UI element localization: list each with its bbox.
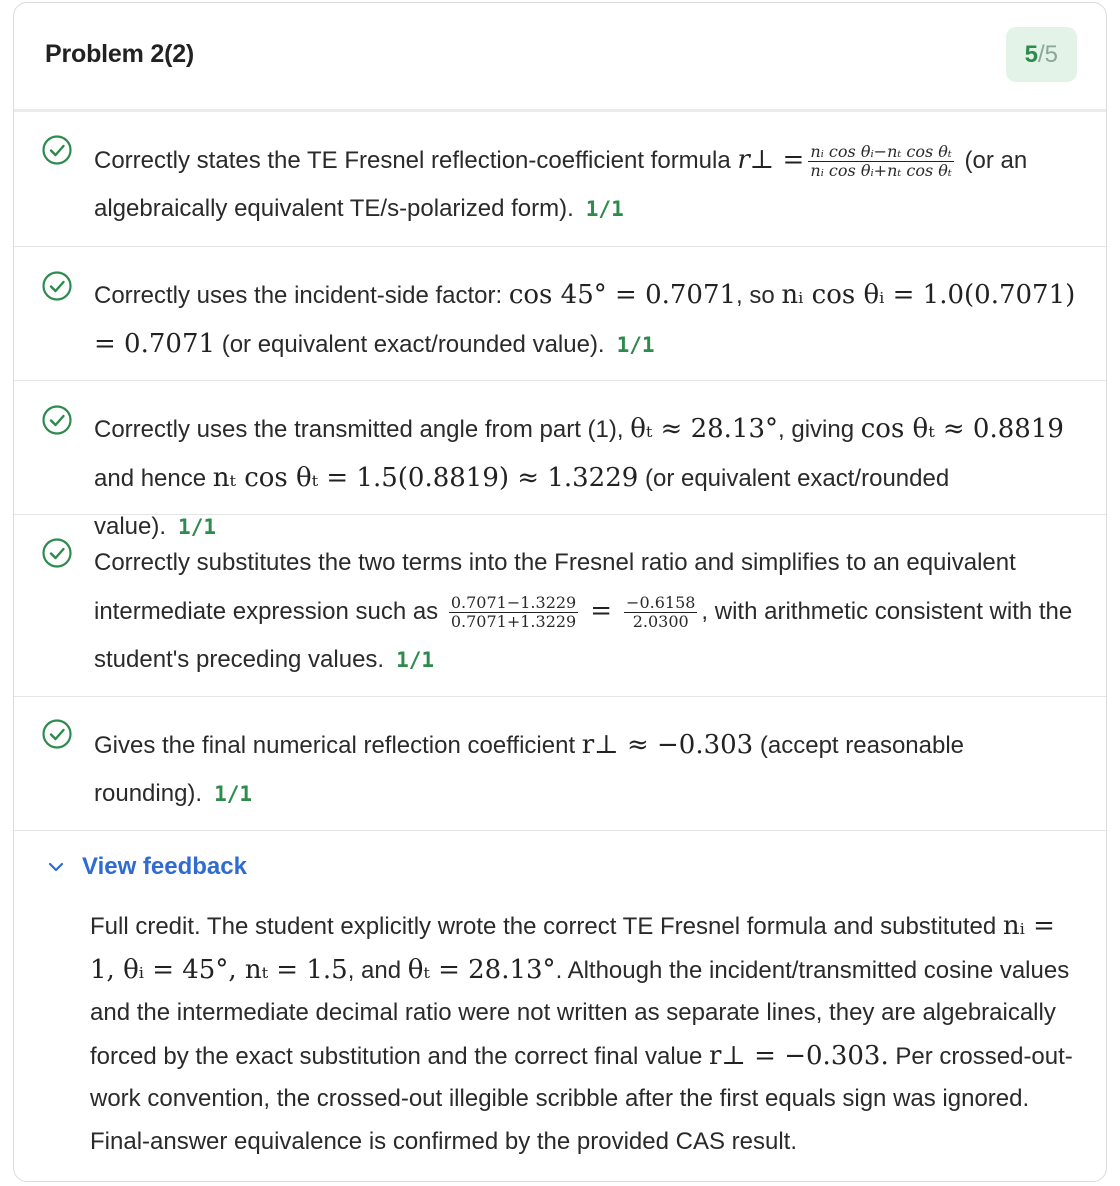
view-feedback-toggle[interactable] [46,853,247,881]
points-awarded: 1/1 [178,515,216,539]
criterion-text: (accept reasonable rounding). [94,732,965,807]
simplified-fraction [624,594,697,631]
fraction-denominator: 2.0300 [632,612,689,632]
criterion-math: nₜ cos θₜ = 1.5(0.8819) ≈ 1.3229 [212,463,639,493]
points-awarded: 1/1 [616,333,655,357]
feedback-text [90,905,1076,1164]
criterion-text: Correctly uses the incident-side factor: [94,282,509,309]
points-awarded: 1/1 [396,648,435,672]
score-total: 5 [1044,40,1058,68]
rubric-item [14,515,1106,697]
criterion-math: cos θₜ ≈ 0.8819 [860,414,1064,444]
rubric-item [14,110,1106,247]
rubric-item [14,381,1106,540]
criterion-text: (or equivalent exact/rounded value). [215,331,605,358]
criterion-text: Correctly states the TE Fresnel reflection-coefficient formula [94,147,738,174]
criterion-text: Correctly substitutes the two terms into the Fresnel ratio and simplifies to an equivalent intermediate expression such as [94,549,1016,625]
check-circle-icon [42,719,72,749]
fraction-numerator: −0.6158 [626,593,696,613]
substitution-fraction [449,594,578,631]
criterion-text: , with arithmetic consistent with the student's preceding values. [94,598,1073,673]
criterion-math: cos 45° = 0.7071 [508,280,737,310]
score-separator: / [1037,40,1045,68]
criterion-text: and hence [94,465,213,492]
criterion-text: (or equivalent exact/rounded value). [94,465,950,540]
fraction-numerator: 0.7071−1.3229 [450,593,577,613]
problem-title: Problem 2(2) [45,40,195,68]
rubric-item [14,247,1106,381]
criterion-text: , so [736,282,782,309]
criterion-math: nᵢ cos θᵢ = 1.0(0.7071) = 0.7071 [94,280,1076,359]
criterion-text: Gives the final numerical reflection coefficient [94,732,582,759]
grading-card [13,2,1107,1182]
feedback-paragraph: Per crossed-out-work convention, the crossed-out illegible scribble after the first equals sign was ignored. Final-answer equivalence is confirmed by the provided CAS result. [90,1042,1073,1155]
fraction-numerator: nᵢ cos θᵢ−nₜ cos θₜ [810,142,952,162]
feedback-paragraph: Full credit. The student explicitly wrote the correct TE Fresnel formula and substituted [90,913,1003,940]
feedback-paragraph: , and [347,956,408,984]
criterion-math: r⊥ = [737,145,805,175]
feedback-math: nᵢ = 1, θᵢ = 45°, nₜ = 1.5 [90,911,1055,985]
criterion-math: r⊥ ≈ −0.303 [581,730,754,760]
feedback-paragraph: . Although the incident/transmitted cosine values and the intermediate decimal ratio were not written as separate lines, they are algebraically forced by the exact substitution and the correct final value [90,956,1070,1070]
criterion-text: Correctly uses the transmitted angle from part (1), [94,416,631,443]
points-awarded: 1/1 [214,782,253,806]
criterion-math: θₜ ≈ 28.13° [630,414,779,444]
score-earned: 5 [1024,40,1038,68]
rubric-item-text [94,136,1076,233]
criterion-text: (or an algebraically equivalent TE/s-polarized form). [94,147,1028,222]
criterion-text: , giving [778,416,861,443]
fraction-denominator: nᵢ cos θᵢ+nₜ cos θₜ [810,161,952,181]
check-circle-icon [42,135,72,165]
rubric-item [14,697,1106,831]
rubric-item-text [94,539,1076,684]
rubric-item-text [94,721,1076,818]
check-circle-icon [42,538,72,568]
rubric-item-text [94,271,1076,369]
score-badge [1006,27,1077,82]
check-circle-icon [42,271,72,301]
equals-sign: = [590,596,613,626]
feedback-math: r⊥ = −0.303. [709,1040,889,1071]
fresnel-fraction [808,143,954,180]
points-awarded: 1/1 [585,197,624,221]
view-feedback-label: View feedback [82,853,247,880]
check-circle-icon [42,405,72,435]
fraction-denominator: 0.7071+1.3229 [450,612,577,632]
card-header [14,3,1106,112]
feedback-math: θₜ = 28.13° [407,954,556,985]
chevron-down-icon [46,857,66,877]
